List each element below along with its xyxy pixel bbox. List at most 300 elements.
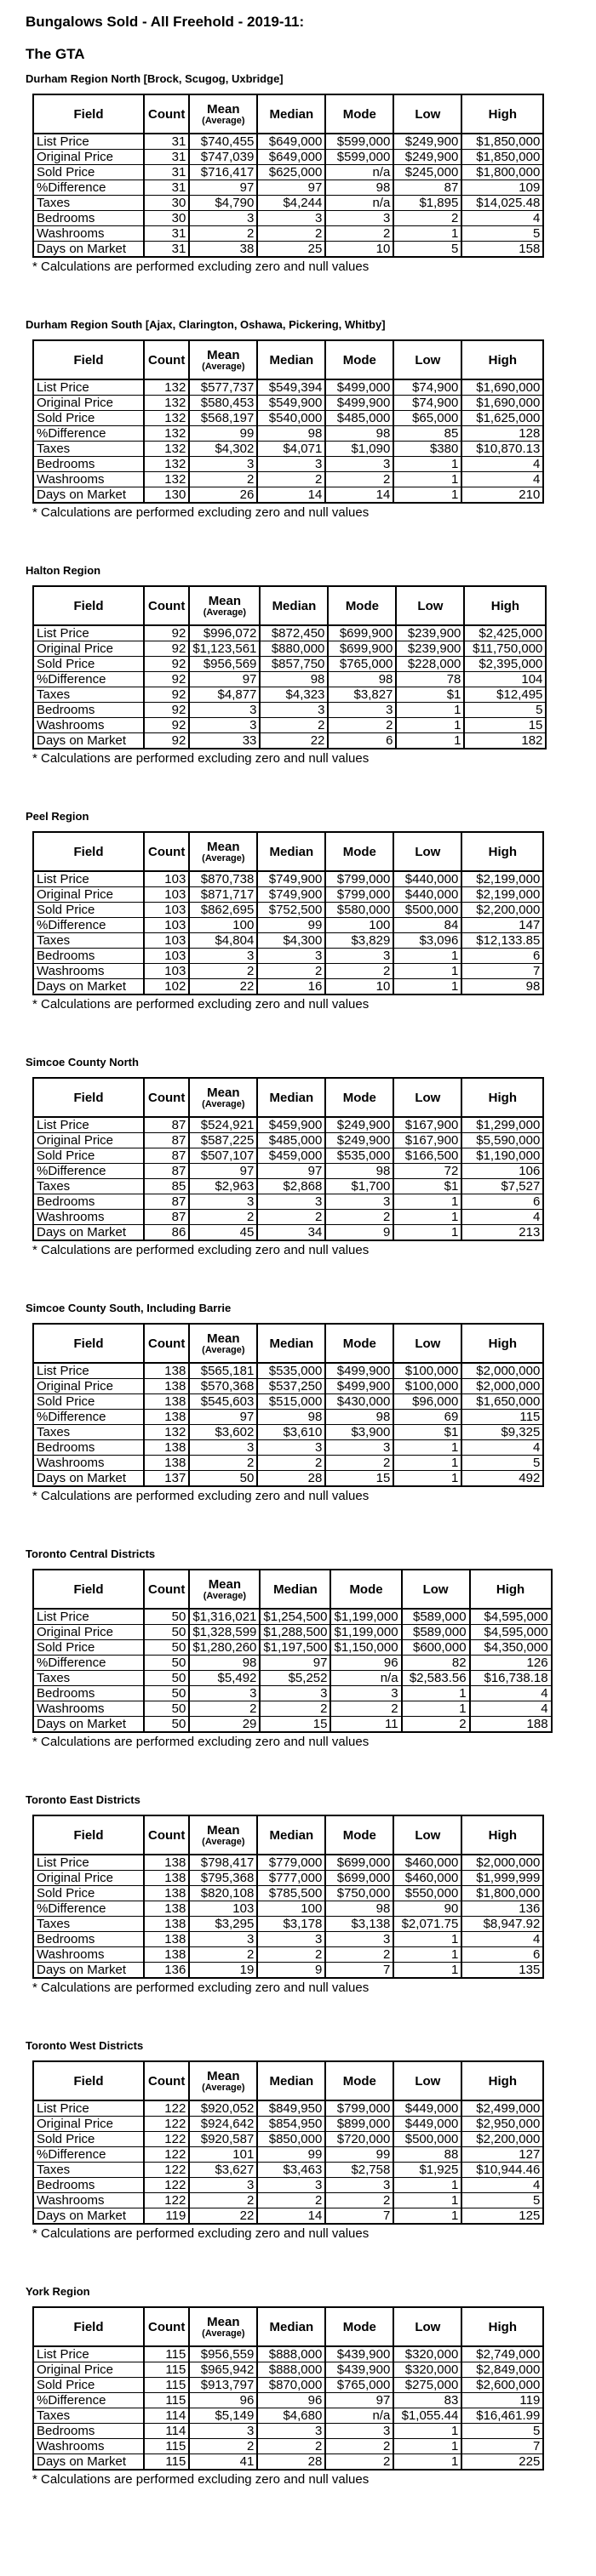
cell-count: 138 [144, 1855, 189, 1871]
column-header-mean [189, 832, 257, 871]
column-header-mean-sublabel: (Average) [203, 607, 247, 618]
cell-median: $3,610 [257, 1425, 325, 1440]
row-label: Sold Price [33, 1640, 144, 1656]
row-label: List Price [33, 1609, 144, 1625]
cell-count: 102 [144, 979, 189, 995]
cell-mean: $871,717 [189, 887, 257, 903]
cell-median: $3,463 [257, 2163, 325, 2178]
cell-mean: $913,797 [189, 2378, 257, 2393]
column-header-field: Field [33, 1078, 144, 1117]
cell-mean: 99 [189, 426, 257, 442]
region-heading: Durham Region South [Ajax, Clarington, Oshawa, Pickering, Whitby] [26, 318, 386, 331]
cell-mode: $599,000 [325, 150, 393, 165]
cell-median: 22 [260, 733, 328, 749]
cell-mean: $5,492 [189, 1671, 260, 1686]
column-header-median: Median [257, 94, 325, 134]
table-row [33, 472, 543, 487]
cell-median: $537,250 [257, 1379, 325, 1394]
cell-mode: 2 [330, 1701, 401, 1717]
cell-mean: 3 [189, 1932, 257, 1947]
cell-high: $5,590,000 [461, 1133, 543, 1148]
row-label: %Difference [33, 1164, 144, 1179]
cell-median: 3 [257, 2424, 325, 2439]
column-header-field: Field [33, 2061, 144, 2100]
cell-median: $850,000 [257, 2132, 325, 2147]
cell-median: 3 [257, 949, 325, 964]
row-label: Sold Price [33, 1394, 144, 1410]
cell-mean: 2 [189, 1701, 260, 1717]
stats-table [32, 1077, 544, 1241]
column-header-mean-label: Mean [207, 1331, 240, 1346]
table-row [33, 1425, 543, 1440]
cell-low: 2 [402, 1717, 470, 1733]
cell-count: 138 [144, 1871, 189, 1886]
cell-mode: $1,090 [325, 442, 393, 457]
cell-mode: 2 [325, 2439, 393, 2454]
cell-high: 127 [461, 2147, 543, 2163]
cell-mean: $524,921 [189, 1117, 257, 1133]
column-header-high: High [461, 832, 543, 871]
cell-median: 97 [257, 180, 325, 196]
row-label: Washrooms [33, 2439, 144, 2454]
cell-high: $1,190,000 [461, 1148, 543, 1164]
column-header-mode: Mode [325, 1324, 393, 1363]
cell-high: 182 [464, 733, 546, 749]
cell-low: 1 [393, 2208, 461, 2225]
column-header-low: Low [402, 1570, 470, 1609]
column-header-mean-sublabel: (Average) [202, 362, 245, 372]
cell-mode: $3,138 [325, 1917, 393, 1932]
table-row [33, 733, 546, 749]
cell-median: 2 [257, 1947, 325, 1963]
cell-count: 138 [144, 1379, 189, 1394]
cell-low: 1 [393, 2424, 461, 2439]
column-header-count: Count [144, 1078, 189, 1117]
row-label: Sold Price [33, 2378, 144, 2393]
cell-mode: $3,900 [325, 1425, 393, 1440]
region-section [26, 2040, 596, 2286]
stats-table [32, 831, 544, 995]
cell-mode: 3 [328, 703, 396, 718]
table-row [33, 918, 543, 933]
table-row [33, 1394, 543, 1410]
cell-mode: $535,000 [325, 1148, 393, 1164]
cell-mode: 3 [325, 457, 393, 472]
region-section [26, 811, 596, 1057]
column-header-mean-label: Mean [207, 102, 240, 117]
row-label: Days on Market [33, 242, 144, 258]
cell-high: $2,199,000 [461, 887, 543, 903]
cell-mode: 100 [325, 918, 393, 933]
cell-count: 138 [144, 1901, 189, 1917]
row-label: Sold Price [33, 903, 144, 918]
cell-count: 103 [144, 949, 189, 964]
cell-low: 1 [393, 1947, 461, 1963]
cell-mean: 97 [189, 1410, 257, 1425]
table-row [33, 657, 546, 672]
cell-low: $100,000 [393, 1363, 461, 1379]
table-row [33, 2439, 543, 2454]
column-header-field: Field [33, 832, 144, 871]
table-row [33, 442, 543, 457]
row-label: List Price [33, 2346, 144, 2362]
column-header-mode: Mode [328, 586, 396, 625]
cell-low: $440,000 [393, 887, 461, 903]
cell-median: 2 [257, 1456, 325, 1471]
cell-count: 31 [144, 165, 189, 180]
cell-count: 92 [144, 733, 189, 749]
cell-mean: $3,602 [189, 1425, 257, 1440]
row-label: Taxes [33, 1179, 144, 1194]
table-row [33, 2208, 543, 2225]
cell-mean: 3 [189, 718, 260, 733]
cell-high: 135 [461, 1963, 543, 1979]
cell-high: $2,425,000 [464, 625, 546, 641]
cell-high: $10,870.13 [461, 442, 543, 457]
cell-count: 138 [144, 1440, 189, 1456]
cell-median: $777,000 [257, 1871, 325, 1886]
cell-mode: 3 [325, 2178, 393, 2193]
cell-count: 87 [144, 1117, 189, 1133]
column-header-mode: Mode [325, 2061, 393, 2100]
cell-mean: 26 [189, 487, 257, 504]
table-row [33, 2193, 543, 2208]
cell-mode: $499,000 [325, 379, 393, 396]
cell-median: 3 [257, 2178, 325, 2193]
cell-high: $4,350,000 [470, 1640, 552, 1656]
row-label: Original Price [33, 2117, 144, 2132]
cell-low: 1 [393, 1225, 461, 1241]
cell-mode: $499,900 [325, 1379, 393, 1394]
column-header-mean-label: Mean [208, 594, 242, 608]
cell-high: $2,395,000 [464, 657, 546, 672]
cell-count: 92 [144, 657, 189, 672]
cell-mean: $565,181 [189, 1363, 257, 1379]
cell-mode: $249,900 [325, 1133, 393, 1148]
table-row [33, 165, 543, 180]
cell-high: 4 [461, 211, 543, 226]
cell-count: 50 [144, 1609, 189, 1625]
cell-mode: $430,000 [325, 1394, 393, 1410]
cell-low: 85 [393, 426, 461, 442]
cell-median: 14 [257, 2208, 325, 2225]
column-header-low: Low [393, 832, 461, 871]
table-row [33, 1855, 543, 1871]
column-header-high: High [461, 1815, 543, 1855]
cell-high: $1,850,000 [461, 150, 543, 165]
row-label: Washrooms [33, 2193, 144, 2208]
row-label: Bedrooms [33, 949, 144, 964]
cell-low: $65,000 [393, 411, 461, 426]
cell-high: $2,200,000 [461, 2132, 543, 2147]
column-header-median: Median [257, 1078, 325, 1117]
cell-count: 115 [144, 2393, 189, 2408]
row-label: Taxes [33, 442, 144, 457]
stats-table [32, 1815, 544, 1979]
row-label: %Difference [33, 426, 144, 442]
cell-low: $1,055.44 [393, 2408, 461, 2424]
cell-mode: 3 [330, 1686, 401, 1701]
table-row [33, 1932, 543, 1947]
column-header-mean-sublabel: (Average) [202, 116, 245, 126]
cell-mean: $4,877 [189, 687, 260, 703]
row-label: Bedrooms [33, 211, 144, 226]
table-row [33, 1440, 543, 1456]
table-row [33, 2346, 543, 2362]
column-header-mean-sublabel: (Average) [202, 1345, 245, 1355]
column-header-count: Count [144, 340, 189, 379]
cell-high: $12,133.85 [461, 933, 543, 949]
cell-mode: 2 [325, 1947, 393, 1963]
cell-high: 136 [461, 1901, 543, 1917]
table-row [33, 1609, 552, 1625]
column-header-low: Low [396, 586, 464, 625]
cell-mode: 3 [325, 1440, 393, 1456]
cell-mean: $2,963 [189, 1179, 257, 1194]
cell-count: 138 [144, 1947, 189, 1963]
cell-low: 1 [393, 2439, 461, 2454]
table-row [33, 1947, 543, 1963]
column-header-mean-label: Mean [207, 1823, 240, 1838]
cell-low: 1 [393, 487, 461, 504]
row-label: Sold Price [33, 165, 144, 180]
cell-low: 72 [393, 1164, 461, 1179]
row-label: Bedrooms [33, 1932, 144, 1947]
cell-mean: 2 [189, 1456, 257, 1471]
table-row [33, 1701, 552, 1717]
report-title: Bungalows Sold - All Freehold - 2019-11: [26, 14, 305, 30]
cell-median: 99 [257, 918, 325, 933]
cell-count: 115 [144, 2362, 189, 2378]
cell-count: 138 [144, 1456, 189, 1471]
row-label: Original Price [33, 1625, 144, 1640]
table-row [33, 687, 546, 703]
row-label: Original Price [33, 396, 144, 411]
cell-low: $239,900 [396, 641, 464, 657]
cell-high: 126 [470, 1656, 552, 1671]
cell-count: 122 [144, 2132, 189, 2147]
cell-median: $880,000 [260, 641, 328, 657]
cell-mean: $587,225 [189, 1133, 257, 1148]
cell-count: 122 [144, 2193, 189, 2208]
cell-low: $245,000 [393, 165, 461, 180]
cell-median: 15 [260, 1717, 330, 1733]
column-header-high: High [464, 586, 546, 625]
cell-low: $320,000 [393, 2362, 461, 2378]
cell-mean: $920,052 [189, 2100, 257, 2117]
column-header-mean-sublabel: (Average) [203, 1591, 247, 1601]
cell-count: 92 [144, 703, 189, 718]
column-header-median: Median [257, 832, 325, 871]
cell-mean: 3 [189, 1440, 257, 1456]
cell-mean: $507,107 [189, 1148, 257, 1164]
cell-count: 122 [144, 2117, 189, 2132]
cell-high: 5 [461, 2424, 543, 2439]
cell-low: 5 [393, 242, 461, 258]
cell-mean: 2 [189, 226, 257, 242]
cell-low: 87 [393, 180, 461, 196]
row-label: Days on Market [33, 487, 144, 504]
row-label: Days on Market [33, 2454, 144, 2471]
row-label: Taxes [33, 2163, 144, 2178]
cell-low: 1 [393, 1932, 461, 1947]
table-row [33, 1179, 543, 1194]
cell-low: $228,000 [396, 657, 464, 672]
cell-high: 4 [461, 2178, 543, 2193]
region-heading: Toronto Central Districts [26, 1547, 156, 1560]
cell-high: 4 [461, 457, 543, 472]
row-label: Original Price [33, 641, 144, 657]
calculation-note: * Calculations are performed excluding zero and null values [32, 2226, 370, 2241]
table-row [33, 949, 543, 964]
cell-mean: $568,197 [189, 411, 257, 426]
cell-mean: 2 [189, 964, 257, 979]
row-label: %Difference [33, 1410, 144, 1425]
column-header-mean-label: Mean [207, 2069, 240, 2083]
column-header-field: Field [33, 1815, 144, 1855]
cell-count: 50 [144, 1686, 189, 1701]
region-heading: Simcoe County South, Including Barrie [26, 1302, 232, 1314]
cell-low: $3,096 [393, 933, 461, 949]
cell-high: $2,600,000 [461, 2378, 543, 2393]
cell-count: 103 [144, 964, 189, 979]
row-label: Days on Market [33, 1963, 144, 1979]
cell-mean: $5,149 [189, 2408, 257, 2424]
row-label: Days on Market [33, 979, 144, 995]
cell-low: 1 [402, 1686, 470, 1701]
cell-high: 7 [461, 964, 543, 979]
table-row [33, 2378, 543, 2393]
cell-count: 115 [144, 2439, 189, 2454]
cell-mode: 98 [325, 1164, 393, 1179]
region-heading: Toronto West Districts [26, 2039, 144, 2052]
table-row [33, 2117, 543, 2132]
cell-mean: $820,108 [189, 1886, 257, 1901]
cell-median: $4,680 [257, 2408, 325, 2424]
cell-low: $1,925 [393, 2163, 461, 2178]
cell-median: 3 [257, 211, 325, 226]
cell-mode: $799,000 [325, 871, 393, 887]
cell-low: $1 [393, 1425, 461, 1440]
cell-mean: $3,295 [189, 1917, 257, 1932]
table-row [33, 1379, 543, 1394]
cell-mode: $765,000 [325, 2378, 393, 2393]
cell-median: 2 [257, 226, 325, 242]
region-section [26, 1794, 596, 2040]
cell-mean: 3 [189, 1194, 257, 1210]
cell-mean: $747,039 [189, 150, 257, 165]
row-label: Days on Market [33, 1717, 144, 1733]
column-header-mode: Mode [330, 1570, 401, 1609]
cell-mode: n/a [330, 1671, 401, 1686]
cell-mode: 99 [325, 2147, 393, 2163]
cell-mode: 98 [325, 1410, 393, 1425]
cell-mean: $920,587 [189, 2132, 257, 2147]
row-label: List Price [33, 1117, 144, 1133]
cell-low: $440,000 [393, 871, 461, 887]
cell-mode: 10 [325, 979, 393, 995]
column-header-high: High [461, 1078, 543, 1117]
table-row [33, 242, 543, 258]
cell-mode: 2 [325, 472, 393, 487]
cell-high: 4 [461, 1440, 543, 1456]
cell-low: 82 [402, 1656, 470, 1671]
column-header-mean-label: Mean [207, 348, 240, 362]
table-row [33, 1148, 543, 1164]
row-label: Bedrooms [33, 1194, 144, 1210]
cell-low: $167,900 [393, 1117, 461, 1133]
row-label: List Price [33, 871, 144, 887]
table-row [33, 426, 543, 442]
cell-mode: 15 [325, 1471, 393, 1487]
row-label: %Difference [33, 180, 144, 196]
cell-median: $2,868 [257, 1179, 325, 1194]
column-header-high: High [470, 1570, 552, 1609]
column-header-field: Field [33, 340, 144, 379]
cell-median: $459,000 [257, 1148, 325, 1164]
cell-median: 99 [257, 2147, 325, 2163]
region-section [26, 2286, 596, 2532]
table-row [33, 2408, 543, 2424]
cell-count: 122 [144, 2100, 189, 2117]
cell-mode: 2 [325, 964, 393, 979]
cell-high: 188 [470, 1717, 552, 1733]
cell-mean: $1,123,561 [189, 641, 260, 657]
cell-mode: $2,758 [325, 2163, 393, 2178]
cell-high: 4 [461, 472, 543, 487]
row-label: Bedrooms [33, 1440, 144, 1456]
cell-mean: $870,738 [189, 871, 257, 887]
cell-count: 138 [144, 1394, 189, 1410]
table-row [33, 1671, 552, 1686]
cell-mean: $580,453 [189, 396, 257, 411]
table-row [33, 2362, 543, 2378]
cell-median: 34 [257, 1225, 325, 1241]
cell-median: 25 [257, 242, 325, 258]
row-label: Sold Price [33, 1148, 144, 1164]
cell-low: 88 [393, 2147, 461, 2163]
column-header-mean [189, 1078, 257, 1117]
region-heading: Toronto East Districts [26, 1793, 140, 1806]
cell-count: 130 [144, 487, 189, 504]
calculation-note: * Calculations are performed excluding zero and null values [32, 1243, 370, 1257]
cell-low: $1,895 [393, 196, 461, 211]
column-header-field: Field [33, 2307, 144, 2346]
table-row [33, 1963, 543, 1979]
cell-mean: 19 [189, 1963, 257, 1979]
cell-mean: 22 [189, 979, 257, 995]
cell-median: $485,000 [257, 1133, 325, 1148]
table-row [33, 2424, 543, 2439]
cell-count: 92 [144, 625, 189, 641]
row-label: Taxes [33, 1917, 144, 1932]
table-row [33, 903, 543, 918]
cell-low: 1 [393, 2178, 461, 2193]
cell-high: $9,325 [461, 1425, 543, 1440]
cell-high: 115 [461, 1410, 543, 1425]
cell-mode: 2 [325, 2454, 393, 2471]
column-header-field: Field [33, 586, 144, 625]
cell-mean: $1,280,260 [189, 1640, 260, 1656]
table-row [33, 1901, 543, 1917]
row-label: %Difference [33, 1901, 144, 1917]
cell-median: $549,900 [257, 396, 325, 411]
table-row [33, 2100, 543, 2117]
cell-count: 31 [144, 180, 189, 196]
row-label: Bedrooms [33, 457, 144, 472]
cell-mode: $720,000 [325, 2132, 393, 2147]
cell-count: 87 [144, 1210, 189, 1225]
